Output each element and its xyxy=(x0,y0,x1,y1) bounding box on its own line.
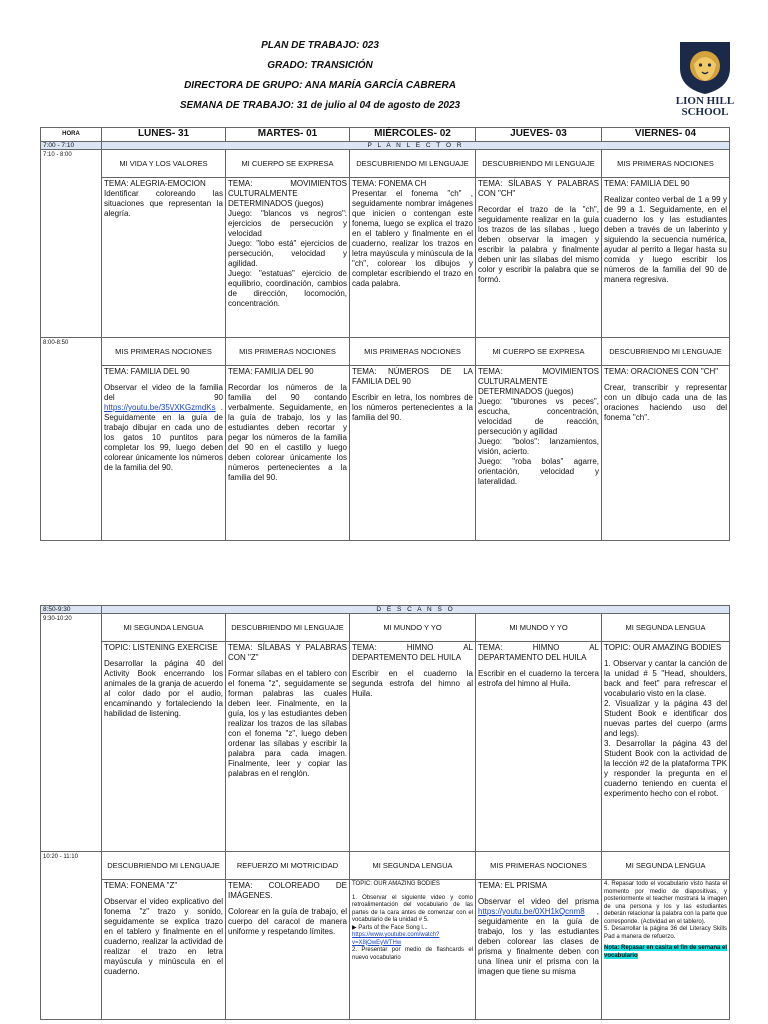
activity-text: 4. Repasar todo el vocabulario visto hasta el momento por medio de diapositivas, y posteriormente el teacher mostrará la imagen de una persona y los y las estudiantes deberán relacionar la palabra con la parte que corresponde. (Actividad en el tablero). xyxy=(604,881,728,925)
subject-cell: MIS PRIMERAS NOCIONES xyxy=(350,338,476,366)
school-logo xyxy=(650,38,760,128)
activity-text: Juego: "blancos vs negros": ejercicios de persecución y velocidad xyxy=(228,209,347,238)
activity-text: , seguidamente en la guía de trabajo, los y las estudiantes deben colorear las clases de prisma y finalmente deben con una línea unir el prisma con la imagen que tiene su misma xyxy=(478,907,599,976)
activity-row xyxy=(41,178,730,338)
time-cell: 10:20 - 11:10 xyxy=(41,852,102,1020)
activity-cell xyxy=(350,642,476,852)
activity-text: 1. Observar y cantar la canción de la unidad # 5 "Head, shoulders, back and feet" para refrescar el vocabulario visto en la clase. xyxy=(604,659,728,698)
activity-text: Presentar el fonema "ch" , seguidamente nombrar imágenes que inicien o contengan este fonema, luego se explica el trazo en el tablero y finalmente en el cuaderno, realizar los trazos en letra mayúscula y minúscula de la "ch", colorear los dibujos y completar escribiendo el trazo en cada palabra. xyxy=(352,189,473,288)
activity-topic: TEMA: FAMILIA DEL 90 xyxy=(104,367,190,376)
subject-cell: DESCUBRIENDO MI LENGUAJE xyxy=(226,614,350,642)
subject-cell: REFUERZO MI MOTRICIDAD xyxy=(226,852,350,880)
subject-cell: MIS PRIMERAS NOCIONES xyxy=(102,338,226,366)
activity-cell xyxy=(602,880,730,1020)
subject-cell: MI SEGUNDA LENGUA xyxy=(602,852,730,880)
activity-topic: TEMA: HIMNO AL DEPARTEMENTO DEL HUILA xyxy=(352,643,473,662)
subject-cell: MIS PRIMERAS NOCIONES xyxy=(226,338,350,366)
plan-lector-row xyxy=(41,142,730,150)
activity-text: Juego: "bolos": lanzamientos, visión, acierto. xyxy=(478,437,599,456)
schedule-table-top xyxy=(40,127,730,541)
activity-text: Realizar conteo verbal de 1 a 99 y de 99 a 1. Seguidamente, en el cuaderno los y las estudiantes deben a través de un laberinto y siguiendo la secuencia numérica, ayudar al perrito a llegar hasta su comida y luego escribir los números de la familia del 90 de manera regresiva. xyxy=(604,195,727,284)
activity-text: 3. Desarrollar la página 43 del Student Book con la actividad de la lección #2 de la plataforma TPK y responder la pregunta en el cuaderno teniendo en cuenta el experimento hecho con el robot. xyxy=(604,739,728,798)
day-header: MARTES- 01 xyxy=(226,128,350,142)
activity-text: 2. Presentar por medio de flashcards el nuevo vocabulario xyxy=(352,947,473,961)
activity-topic: TEMA: SÍLABAS Y PALABRAS CON "Z" xyxy=(228,643,347,662)
activity-text: 5. Desarrollar la página 36 del Literacy Skills Pad a manera de refuerzo. xyxy=(604,926,728,940)
day-header: VIERNES- 04 xyxy=(602,128,730,142)
activity-topic: TEMA: FAMILIA DEL 90 xyxy=(228,367,314,376)
subject-row xyxy=(41,150,730,178)
day-header: MIÉRCOLES- 02 xyxy=(350,128,476,142)
subject-row xyxy=(41,852,730,880)
time-cell: 8:50-9:30 xyxy=(41,606,102,614)
activity-text: Recordar los números de la familia del 90 contando verbalmente. Seguidamente, en la guía de trabajo, los y las estudiantes deben recortar y pegar los números de la familia del 90 en el castillo y luego deben colorear únicamente los números pertenecientes a la familia del 90. xyxy=(228,383,347,482)
activity-topic: TEMA: FONEMA CH xyxy=(352,179,427,188)
activity-text: Observar el video de la familia del 90 xyxy=(104,383,223,402)
time-cell: 7:00 - 7:10 xyxy=(41,142,102,150)
video-link[interactable]: https://youtu.be/0XH1kQcnm8 xyxy=(478,907,585,916)
day-header: JUEVES- 03 xyxy=(476,128,602,142)
activity-cell xyxy=(350,178,476,338)
activity-topic: TEMA: MOVIMIENTOS CULTURALMENTE DETERMINADOS (juegos) xyxy=(478,367,599,396)
activity-cell xyxy=(226,642,350,852)
school-name-line1: LION HILL xyxy=(675,95,735,107)
school-name-line2: SCHOOL xyxy=(681,106,729,118)
descanso-label: D E S C A N S O xyxy=(102,606,730,614)
activity-row xyxy=(41,642,730,852)
activity-text: Juego: "tiburones vs peces", escucha, concentración, velocidad de reacción, persecución y agilidad xyxy=(478,397,599,436)
activity-text xyxy=(478,897,599,977)
note-highlight: Nota: Repasar en casita el fin de semana el vocabulario xyxy=(604,945,728,959)
video-link[interactable]: https://youtu.be/35\/XKGzmdKs xyxy=(104,403,216,412)
subject-cell: MI CUERPO SE EXPRESA xyxy=(476,338,602,366)
activity-cell xyxy=(226,178,350,338)
week-title: SEMANA DE TRABAJO: 31 de julio al 04 de agosto de 2023 xyxy=(179,100,461,111)
time-cell: 8:00-8:50 xyxy=(41,338,102,541)
activity-text: Formar sílabas en el tablero con el fonema "z", seguidamente se forman palabras las cuales deben leer. Finalmente, en la guía, los y las estudiantes deben realizar los trazos de las sílabas con el fonema "z", luego deben ordenar las sílabas y escribir la palabra para cada imagen. Finalmente, leer y copiar las palabras en el renglón. xyxy=(228,669,347,778)
subject-cell: MI SEGUNDA LENGUA xyxy=(350,852,476,880)
activity-topic: TOPIC: LISTENING EXERCISE xyxy=(104,643,218,652)
day-header-row xyxy=(41,128,730,142)
activity-topic: TEMA: FONEMA "Z" xyxy=(104,881,178,890)
day-header: LUNES- 31 xyxy=(102,128,226,142)
activity-cell xyxy=(476,178,602,338)
activity-text: . Seguidamente en la guía de trabajo dibujar en cada uno de los gatos 10 puntitos para completar los 99, luego deben colorear únicamente los números de la familia del 90. xyxy=(104,403,223,472)
subject-cell: MI MUNDO Y YO xyxy=(350,614,476,642)
plan-title: PLAN DE TRABAJO: 023 xyxy=(261,40,379,51)
activity-topic: TEMA: MOVIMIENTOS CULTURALMENTE DETERMINADOS (juegos) xyxy=(228,179,347,208)
activity-text: Recordar el trazo de la "ch", seguidamente realizar en la guía los trazos de las sílabas , luego deben observar la imagen y escribir la palabra y finalmente deben unir las sílabas del mismo color y escribir la palabra que se formó. xyxy=(478,205,599,284)
activity-cell xyxy=(226,366,350,541)
subject-cell: MI SEGUNDA LENGUA xyxy=(602,614,730,642)
activity-text: Juego: "roba bolas" agarre, orientación, velocidad y lateralidad. xyxy=(478,457,599,486)
activity-topic: TEMA: ORACIONES CON "CH" xyxy=(604,367,719,376)
activity-topic: TEMA: HIMNO AL DEPARTAMENTO DEL HUILA xyxy=(478,643,599,662)
activity-row xyxy=(41,366,730,541)
activity-text: 1. Observar el siguiente video y como retroalimentación del vocabulario de las partes de la cara antes de comenzar con el vocabulario de la unidad # 5. xyxy=(352,894,473,923)
subject-cell: MI CUERPO SE EXPRESA xyxy=(226,150,350,178)
activity-cell xyxy=(476,642,602,852)
subject-cell: MIS PRIMERAS NOCIONES xyxy=(602,150,730,178)
activity-text: Crear, transcribir y representar con un dibujo cada una de las oraciones haciendo uso del fonema "ch". xyxy=(604,383,727,422)
activity-cell xyxy=(102,366,226,541)
activity-topic: TOPIC: OUR AMAZING BODIES xyxy=(604,643,722,652)
schedule-table-bottom xyxy=(40,605,730,1020)
time-cell: 7:10 - 8:00 xyxy=(41,150,102,338)
subject-row xyxy=(41,614,730,642)
activity-text: Observar el video del prisma xyxy=(478,897,599,906)
lion-crest-icon xyxy=(676,38,734,96)
activity-text: Juego: "lobo está" ejercicios de persecución, velocidad y agilidad. xyxy=(228,239,347,268)
activity-cell xyxy=(602,366,730,541)
subject-cell: MI MUNDO Y YO xyxy=(476,614,602,642)
director-title: DIRECTORA DE GRUPO: ANA MARÍA GARCÍA CABRERA xyxy=(184,80,456,91)
activity-text: 2. Visualizar y la página 43 del Student Book e identificar dos nuevas partes del cuerpo (arms and legs). xyxy=(604,699,728,738)
activity-cell xyxy=(102,880,226,1020)
subject-cell: DESCUBRIENDO MI LENGUAJE xyxy=(602,338,730,366)
activity-cell xyxy=(476,366,602,541)
activity-text: Juego: "estatuas" ejercicio de equilibrio, coordinación, cambios de dirección, locomoción, concentración. xyxy=(228,269,347,308)
activity-cell xyxy=(350,880,476,1020)
activity-cell xyxy=(350,366,476,541)
activity-topic: TEMA: FAMILIA DEL 90 xyxy=(604,179,690,188)
plan-lector-label: P L A N L E C T O R xyxy=(102,142,730,150)
subject-cell: MIS PRIMERAS NOCIONES xyxy=(476,852,602,880)
activity-cell xyxy=(476,880,602,1020)
activity-topic: TEMA: NÚMEROS DE LA FAMILIA DEL 90 xyxy=(352,367,473,386)
subject-cell: DESCUBRIENDO MI LENGUAJE xyxy=(102,852,226,880)
activity-topic: TEMA: EL PRISMA xyxy=(478,881,548,890)
activity-text: Colorear en la guía de trabajo, el cuerpo del caracol de manera uniforme y respetando límites. xyxy=(228,907,347,936)
hora-header: HORA xyxy=(41,128,102,142)
subject-row xyxy=(41,338,730,366)
activity-text xyxy=(104,383,223,473)
activity-text: Observar el video explicativo del fonema "z" trazo y sonido, seguidamente se explica trazo en el tablero y finalmente en el cuaderno, realizar la actividad de realizar el trazo en letra mayúscula y minúscula en el cuaderno. xyxy=(104,897,223,976)
activity-text: Desarrollar la página 40 del Activity Book encerrando los animales de la granja de acuerdo al color dado por el audio, encaminando y fortaleciendo la habilidad de listening. xyxy=(104,659,223,718)
subject-cell: MI VIDA Y LOS VALORES xyxy=(102,150,226,178)
activity-cell xyxy=(226,880,350,1020)
subject-cell: DESCUBRIENDO MI LENGUAJE xyxy=(476,150,602,178)
descanso-row xyxy=(41,606,730,614)
activity-topic: TEMA: ALEGRIA-EMOCION xyxy=(104,179,206,188)
activity-text: Escribir en el cuaderno la segunda estrofa del himno al Huila. xyxy=(352,669,473,698)
document-header xyxy=(0,0,768,125)
activity-text: Escribir en el cuaderno la tercera estrofa del himno al Huila. xyxy=(478,669,599,688)
activity-text: Identificar coloreando las situaciones que representan la alegría. xyxy=(104,189,223,218)
activity-cell xyxy=(602,642,730,852)
activity-text: Escribir en letra, los nombres de los números pertenecientes a la familia del 90. xyxy=(352,393,473,422)
grade-title: GRADO: TRANSICIÓN xyxy=(267,60,373,71)
activity-cell xyxy=(102,642,226,852)
activity-topic: TEMA: SÍLABAS Y PALABRAS CON "CH" xyxy=(478,179,599,198)
video-title[interactable]: ▶ Parts of the Face Song l... xyxy=(352,924,428,931)
activity-cell xyxy=(602,178,730,338)
time-cell: 9:30-10:20 xyxy=(41,614,102,852)
video-link[interactable]: https://www.youtube.com/watch?v=X8jOwEyWTHw xyxy=(352,932,440,946)
activity-cell xyxy=(102,178,226,338)
subject-cell: DESCUBRIENDO MI LENGUAJE xyxy=(350,150,476,178)
activity-row xyxy=(41,880,730,1020)
subject-cell: MI SEGUNDA LENGUA xyxy=(102,614,226,642)
activity-topic: TEMA: COLOREADO DE IMÁGENES. xyxy=(228,881,347,900)
activity-topic: TOPIC: OUR AMAZING BODIES xyxy=(352,881,440,887)
